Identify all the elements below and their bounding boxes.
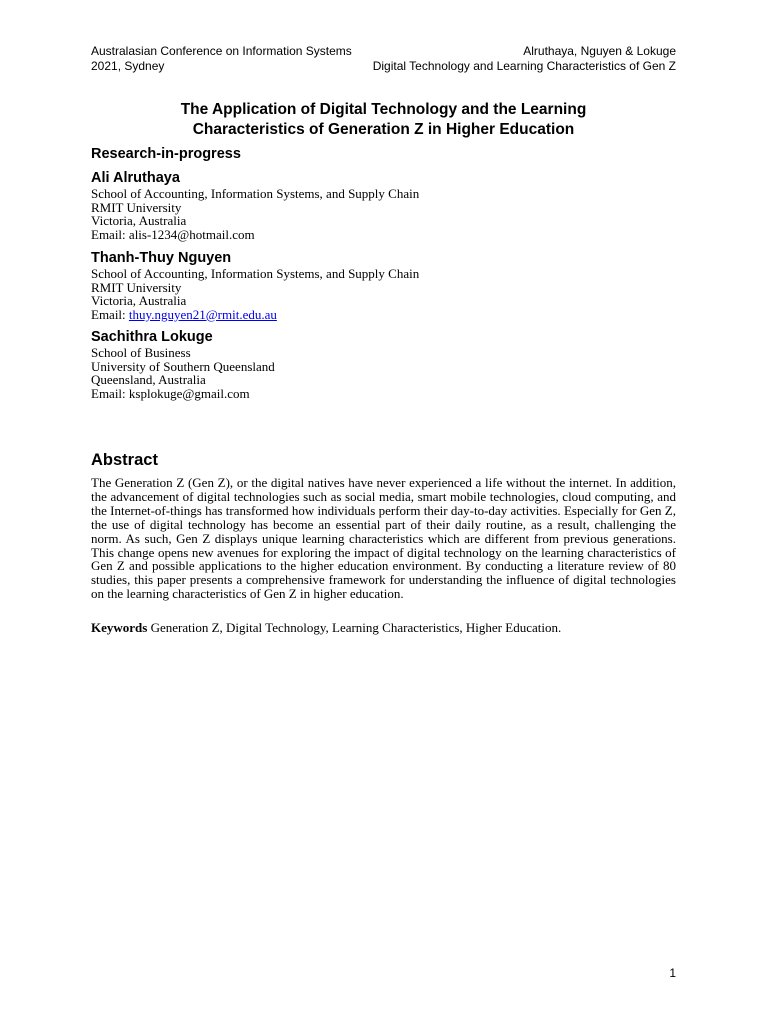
email-label: Email: bbox=[91, 385, 129, 401]
author-block bbox=[91, 328, 275, 400]
keywords bbox=[91, 621, 676, 635]
paper-title-line-1: The Application of Digital Technology and the Learning bbox=[180, 101, 587, 118]
author-email-line bbox=[91, 308, 419, 322]
paper-type: Research-in-progress bbox=[91, 146, 241, 162]
author-email-line bbox=[91, 387, 275, 401]
author-location: Victoria, Australia bbox=[91, 213, 187, 229]
email-label: Email: bbox=[91, 226, 129, 242]
abstract-body: The Generation Z (Gen Z), or the digital natives have never experienced a life without the internet. In addition, the advancement of digital technologies such as social media, smart mobile technologies, cloud computing, and the Internet-of-things has transformed how individuals perform their day-to-day activities. Especially for Gen Z, the use of digital technology has become an essential part of their daily routine, as a result, challenging the norm. As such, Gen Z displays unique learning characteristics which are different from previous generations. This change opens new avenues for exploring the impact of digital technology on the learning characteristics of Gen Z and possible applications to the higher education environment. By conducting a literature review of 80 studies, this paper presents a comprehensive framework for understanding the influence of digital technologies on the learning characteristics of Gen Z in higher education. bbox=[91, 475, 676, 602]
author-email-line bbox=[91, 228, 419, 242]
author-affiliation: School of Accounting, Information Systems, and Supply Chain bbox=[91, 266, 420, 281]
conference-year-location: 2021, Sydney bbox=[91, 59, 165, 73]
page-header bbox=[91, 44, 676, 74]
author-institution: RMIT University bbox=[91, 279, 182, 295]
author-location: Queensland, Australia bbox=[91, 372, 206, 388]
author-location: Victoria, Australia bbox=[91, 293, 187, 309]
author-name: Thanh-Thuy Nguyen bbox=[91, 250, 232, 266]
paper-title bbox=[91, 100, 676, 140]
running-authors: Alruthaya, Nguyen & Lokuge bbox=[523, 44, 676, 58]
author-institution: RMIT University bbox=[91, 199, 182, 215]
author-name: Ali Alruthaya bbox=[91, 170, 180, 186]
author-email-link[interactable]: thuy.nguyen21@rmit.edu.au bbox=[128, 306, 277, 322]
paper-title-line-2: Characteristics of Generation Z in Higher Education bbox=[192, 121, 575, 138]
author-affiliation: School of Accounting, Information Systems, and Supply Chain bbox=[91, 186, 420, 201]
abstract-heading: Abstract bbox=[91, 451, 158, 469]
author-block bbox=[91, 249, 419, 321]
email-label: Email: bbox=[91, 306, 129, 322]
page-number: 1 bbox=[669, 966, 676, 980]
running-title: Digital Technology and Learning Characteristics of Gen Z bbox=[372, 59, 676, 73]
keywords-text: Generation Z, Digital Technology, Learning Characteristics, Higher Education. bbox=[147, 620, 562, 635]
keywords-label: Keywords bbox=[91, 620, 148, 635]
author-affiliation: School of Business bbox=[91, 345, 191, 360]
author-name: Sachithra Lokuge bbox=[91, 329, 213, 345]
conference-name: Australasian Conference on Information Systems bbox=[91, 44, 352, 58]
author-block bbox=[91, 169, 419, 241]
author-email: ksplokuge@gmail.com bbox=[128, 385, 250, 401]
author-institution: University of Southern Queensland bbox=[91, 358, 275, 374]
author-email: alis-1234@hotmail.com bbox=[128, 226, 255, 242]
